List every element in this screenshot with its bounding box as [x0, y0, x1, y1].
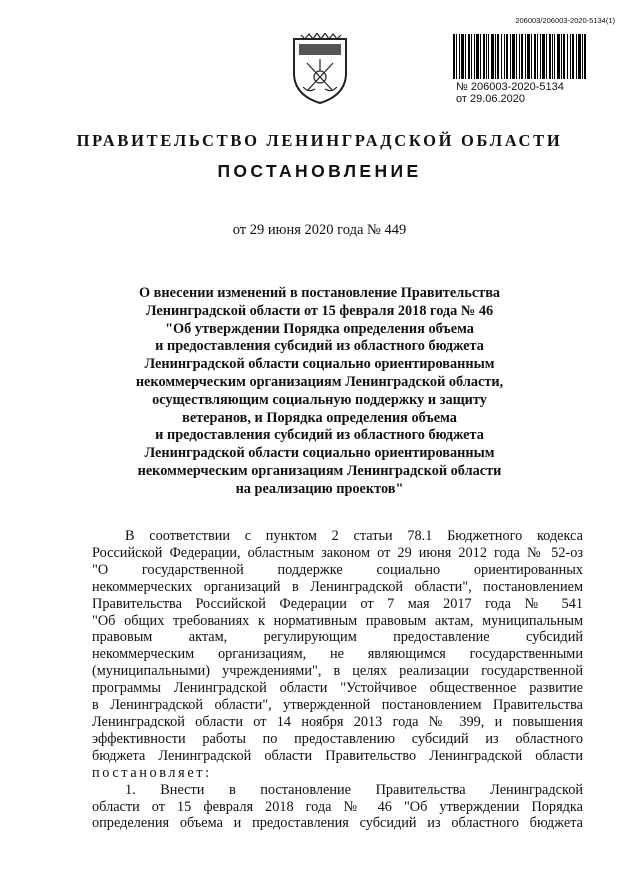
title-line: Ленинградской области социально ориентированным [144, 356, 495, 373]
title-line: "Об утверждении Порядка определения объема [165, 320, 474, 337]
title-line: О внесении изменений в постановление Правительства [138, 285, 501, 301]
body-line: постановляет: [92, 764, 212, 781]
body-line: некоммерческим организациям, не являющимся государственными [92, 646, 583, 663]
title-line: Ленинградской области от 15 февраля 2018 года № 46 [145, 302, 494, 319]
title-line: осуществляющим социальную поддержку и защиту [152, 391, 487, 408]
document-code: 206003/206003-2020-5134(1) [515, 16, 615, 25]
title-line: на реализацию проектов" [235, 480, 404, 497]
body-line: 1. Внести в постановление Правительства Ленинградской [125, 781, 583, 798]
body-line: В соответствии с пунктом 2 статьи 78.1 Бюджетного кодекса [125, 528, 583, 544]
body-line: области от 15 февраля 2018 года № 46 "Об утверждении Порядка [92, 798, 583, 815]
body-line: "О государственной поддержке социально ориентированных [92, 561, 583, 578]
body-line: определения объема и предоставления субсидий из областного бюджета [92, 815, 583, 832]
title-line: ветеранов, и Порядка определения объема [182, 409, 457, 426]
barcode [453, 34, 587, 79]
coat-of-arms-icon [291, 33, 349, 105]
body-line: в Ленинградской области", утвержденной постановлением Правительства [92, 697, 583, 714]
document-title [110, 285, 529, 499]
body-line: программы Ленинградской области "Устойчивое общественное развитие [92, 680, 583, 697]
body-line: эффективности работы по предоставлению субсидий из областного [92, 730, 583, 747]
body-line: Ленинградской области от 14 ноября 2013 года № 399, и повышения [92, 713, 583, 730]
body-line: "Об общих требованиях к нормативным правовым актам, муниципальным [92, 612, 583, 629]
document-body [92, 528, 583, 832]
title-line: и предоставления субсидий из областного бюджета [155, 427, 484, 444]
document-date: от 29 июня 2020 года № 449 [232, 222, 407, 238]
body-line: Правительства Российской Федерации от 7 мая 2017 года № 541 [92, 595, 583, 612]
registration-number: № 206003-2020-5134 [456, 81, 564, 93]
title-line: некоммерческим организациям Ленинградской области [137, 462, 502, 479]
body-line: правовым актам, регулирующим предоставление субсидий [92, 629, 583, 646]
government-name: ПРАВИТЕЛЬСТВО ЛЕНИНГРАДСКОЙ ОБЛАСТИ [76, 131, 563, 150]
body-line: некоммерческих организаций в Ленинградской области", постановлением [92, 578, 583, 595]
body-line: бюджета Ленинградской области Правительство Ленинградской области [92, 747, 583, 764]
document-type: ПОСТАНОВЛЕНИЕ [217, 161, 422, 181]
title-line: Ленинградской области социально ориентированным [144, 445, 495, 462]
title-line: некоммерческим организациям Ленинградской области, [135, 373, 504, 390]
body-line: (муниципальными) учреждениями", в целях реализации государственной [92, 663, 583, 680]
registration-date: от 29.06.2020 [456, 93, 526, 105]
title-line: и предоставления субсидий из областного бюджета [155, 338, 484, 355]
body-line: Российской Федерации, областным законом от 29 июня 2012 года № 52-оз [92, 544, 583, 561]
